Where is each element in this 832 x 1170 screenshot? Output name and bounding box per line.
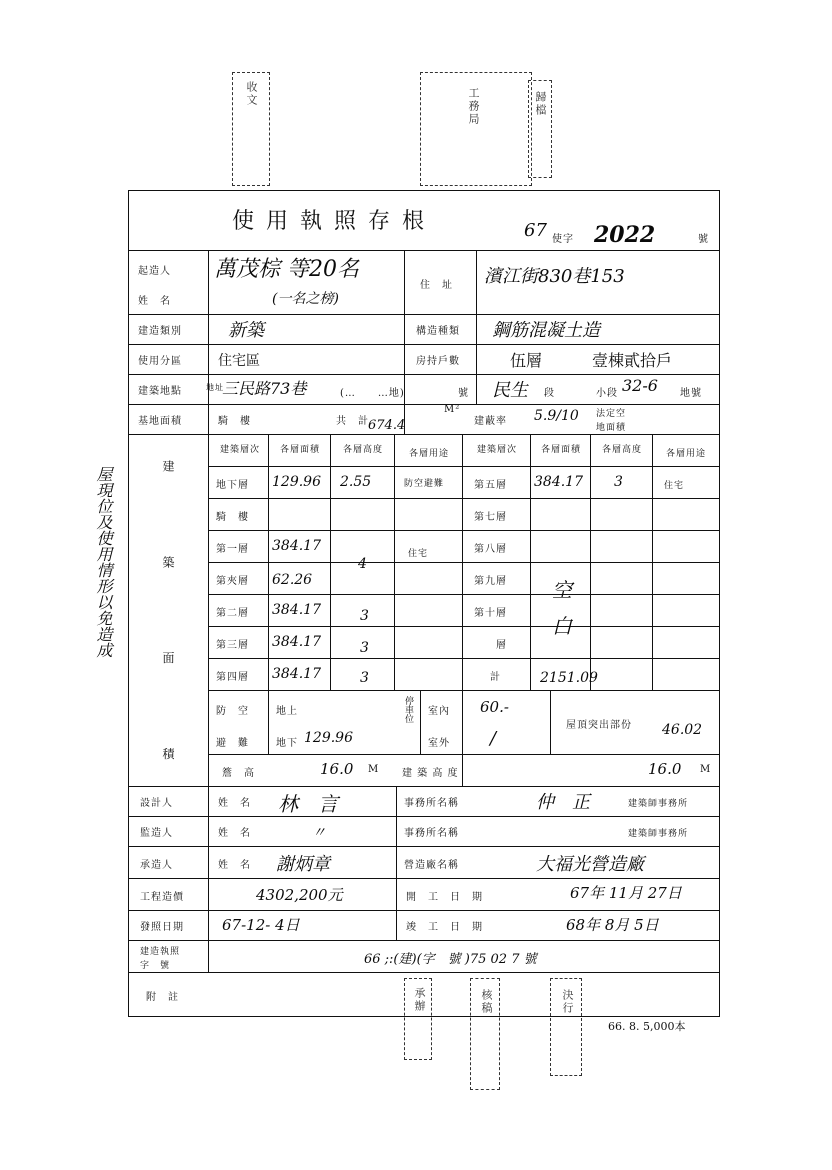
designer-name-label: 姓 名 [218,798,251,809]
fl-0-use: 防空避難 [404,479,445,489]
fl-2-area: 384.17 [272,538,321,554]
fl-4-level: 第二層 [216,608,249,619]
fl-6-level: 第四層 [216,672,249,683]
permit-char: 使字 [552,234,574,245]
fl-6-area: 384.17 [272,666,321,682]
notes-label: 附 註 [146,992,179,1003]
supervisor-office-label: 事務所名稱 [404,828,459,839]
building-height-unit: M [700,764,712,775]
fr-6-level: 計 [490,672,501,683]
stamp-bottom-2 [470,978,500,1090]
fh-right-0: 建築層次 [476,445,517,455]
shelter-label-b: 避 難 [216,738,249,749]
height-label: 簷 高 [222,768,255,779]
stamp-top-right-text: 歸檔 [534,91,547,117]
owner-address: 濱江街830巷153 [484,266,625,287]
dates-label: 發照日期 [140,922,184,933]
vrule-addr [476,250,477,404]
rule-2 [128,314,719,315]
fl-4-height: 3 [360,608,369,624]
start-label: 開 工 日 期 [406,892,483,903]
vrule-floor-e [590,434,591,690]
struct-value: 鋼筋混凝土造 [492,320,600,341]
rule-20 [128,910,719,911]
rule-19 [128,878,719,879]
fl-2-level: 第一層 [216,544,249,555]
designer-name: 林 言 [278,792,338,816]
fr-6-area: 2151.09 [540,670,598,686]
supervisor-office-suffix: 建築師事務所 [628,829,689,839]
shelter-below: 地下 [276,738,298,749]
parking-outdoor: 室外 [428,738,450,749]
fl-6-height: 3 [360,670,369,686]
designer-office-suffix: 建築師事務所 [628,799,689,809]
fl-4-area: 384.17 [272,602,321,618]
legal-label-2: 地面積 [596,423,627,433]
rule-8 [208,498,719,499]
fl-2-use: 住宅 [408,549,429,559]
zoning-label: 使用分區 [138,356,182,367]
zoning-value: 住宅區 [218,353,260,369]
building-height-value: 16.0 [648,760,682,778]
fl-3-area: 62.26 [272,572,313,588]
type-label: 建造類別 [138,326,182,337]
supervisor-label: 監造人 [140,828,173,839]
blank-word-1: 空 [552,578,572,602]
fl-5-level: 第三層 [216,640,249,651]
rule-22 [128,972,719,973]
designer-office-label: 事務所名稱 [404,798,459,809]
parking-indoor-val: 60.- [480,698,509,716]
site-paren: (… …地) [340,388,405,399]
vrule-floor-mid [462,434,463,786]
site-small-value: 32-6 [622,376,658,395]
builder-label: 承造人 [140,860,173,871]
struct-label: 構造種類 [416,326,460,337]
fl-1-level: 騎 樓 [216,512,249,523]
designer-label: 設計人 [140,798,173,809]
supervisor-name: 〃 [312,825,326,841]
site-small-label: 小段 [596,388,618,399]
dates-value: 67-12- 4日 [222,916,300,934]
height-unit: M [368,764,380,775]
rule-14 [208,690,719,691]
stamp-top-center-text: 工務局 [467,87,480,126]
site-land-no: 地號 [680,388,702,399]
owner-label-b: 姓 名 [138,296,171,307]
shelter-above: 地上 [276,706,298,717]
builder-name-label: 姓 名 [218,860,251,871]
type-value: 新築 [228,320,264,341]
permit-value: 66 ;:(建)(字 號 )75 02 7 號 [364,952,537,967]
vrule-floor-b [330,434,331,690]
owner-sub: (一名之榜) [272,291,339,307]
footer-code: 66. 8. 5,000本 [608,1020,686,1033]
rule-10 [208,562,719,563]
fh-left-2: 各層高度 [342,445,383,455]
supervisor-name-label: 姓 名 [218,828,251,839]
cost-value: 4302,200元 [256,886,343,904]
rule-17 [128,816,719,817]
shelter-label-a: 防 空 [216,706,249,717]
permit-label-b: 字 號 [140,961,171,971]
cost-label: 工程造價 [140,892,184,903]
area-total-label: 共 計 [336,416,369,427]
units-b: 壹棟貳拾戶 [592,351,673,370]
fh-left-3: 各層用途 [408,449,449,459]
rule-3 [128,344,719,345]
area-unit: M² [444,404,461,415]
fr-1-level: 第七層 [474,512,507,523]
roof-val: 46.02 [662,722,703,738]
fl-2-height: 4 [358,556,367,572]
rule-5 [128,404,719,405]
fh-right-2: 各層高度 [601,445,642,455]
rule-18 [128,846,719,847]
coverage-label: 建蔽率 [474,416,507,427]
units-label: 房持戶數 [416,356,460,367]
designer-office: 仲 正 [536,792,590,813]
rule-11 [208,594,719,595]
owner-label-a: 起造人 [138,266,171,277]
owner-name: 萬茂棕 等20名 [214,257,359,282]
fh-left-0: 建築層次 [219,445,260,455]
height-value: 16.0 [320,760,354,778]
vrule-roof [550,690,551,754]
fr-2-level: 第八層 [474,544,507,555]
area-label: 基地面積 [138,416,182,427]
parking-indoor: 室內 [428,706,450,717]
blank-word-2: 白 [552,614,572,638]
end-label: 竣 工 日 期 [406,922,483,933]
site-section: 民生 [492,380,528,401]
rule-13 [208,658,719,659]
site-hao: 號 [458,388,469,399]
rule-12 [208,626,719,627]
permit-number: 2022 [594,222,656,248]
permit-suffix: 號 [698,234,709,245]
fl-5-area: 384.17 [272,634,321,650]
area-parcel: 騎 樓 [218,416,251,427]
rule-1 [128,250,719,251]
building-height-label: 建 築 高 度 [402,768,459,779]
fr-0-use: 住宅 [664,481,685,491]
fl-0-height: 2.55 [340,474,372,490]
stamp-bottom-2-text: 核稿 [480,989,493,1015]
stamp-bottom-1 [404,978,432,1060]
fr-5-level: 層 [474,640,507,651]
fr-0-level: 第五層 [474,480,507,491]
rule-9 [208,530,719,531]
vrule-floor-c [394,434,395,690]
parking-outdoor-val: / [490,728,497,749]
start-value: 67年 11月 27日 [570,884,682,902]
parking-label: 停車位 [403,696,413,723]
fl-3-level: 第夾層 [216,576,249,587]
vrule-designer [396,786,397,940]
rule-16 [128,786,719,787]
address-label: 住 址 [420,280,453,291]
rule-4 [128,374,719,375]
fr-4-level: 第十層 [474,608,507,619]
fr-0-height: 3 [614,474,623,490]
units-a: 伍層 [510,351,543,370]
vrule-floor-d [530,434,531,690]
coverage-value: 5.9/10 [534,408,579,424]
fl-0-area: 129.96 [272,474,321,490]
vrule-floor-f [652,434,653,690]
vrule-label-col [208,250,209,972]
stamp-top-right [528,80,552,178]
stamp-top-center [420,72,532,186]
side-note: 屋現位及使用情形以免造成 [94,466,113,658]
rule-6 [128,434,719,435]
fh-left-1: 各層面積 [279,445,320,455]
permit-year: 67 [524,220,547,241]
end-value: 68年 8月 5日 [566,916,659,934]
vrule-floor-a [268,434,269,754]
shelter-below-area: 129.96 [304,730,353,746]
builder-name: 謝炳章 [276,854,330,875]
rule-15 [208,754,719,755]
fh-right-1: 各層面積 [540,445,581,455]
floors-side-label: 建 築 面 積 [161,460,175,800]
legal-label-1: 法定空 [596,409,627,419]
form-title: 使用執照存根 [232,209,437,234]
stamp-bottom-1-text: 承辦 [413,987,426,1013]
roof-label: 屋頂突出部份 [566,720,632,731]
site-duan: 段 [544,388,555,399]
site-road: 三民路73巷 [222,379,307,398]
site-label: 建築地點 [138,386,182,397]
rule-7 [208,466,719,467]
fh-right-3: 各層用途 [665,449,706,459]
vrule-mid-top [404,250,405,434]
fr-0-area: 384.17 [534,474,583,490]
stamp-bottom-3-text: 決行 [561,989,574,1015]
fr-3-level: 第九層 [474,576,507,587]
site-prefix: 地址 [206,383,224,392]
fl-5-height: 3 [360,640,369,656]
stamp-bottom-3 [550,978,582,1076]
stamp-top-left-text: 收文 [245,81,258,107]
vrule-shelter [420,690,421,754]
permit-label-a: 建造執照 [140,947,181,957]
area-total: 674.4 [368,418,406,433]
builder-firm: 大福光營造廠 [536,854,644,875]
rule-21 [128,940,719,941]
builder-firm-label: 營造廠名稱 [404,860,459,871]
stamp-top-left [232,72,270,186]
fl-0-level: 地下層 [216,480,249,491]
